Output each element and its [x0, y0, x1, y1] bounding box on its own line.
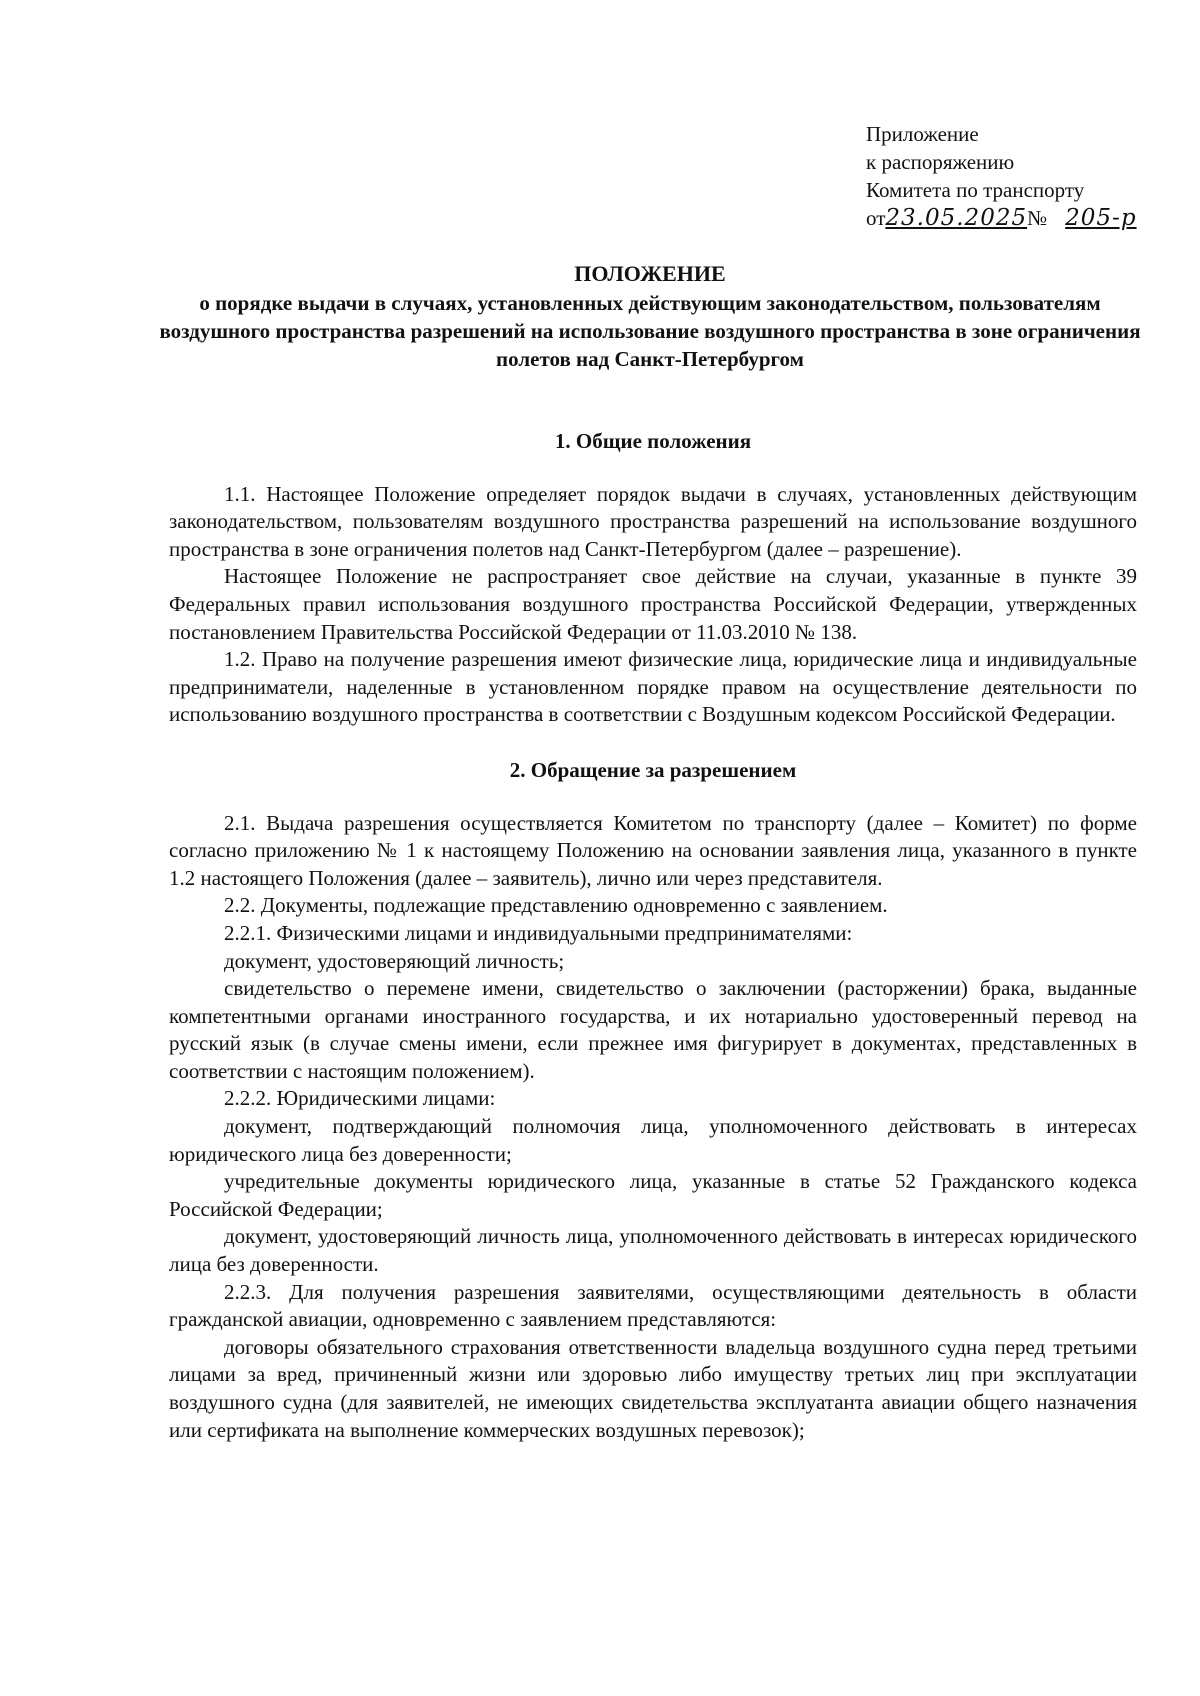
document-body	[169, 428, 1137, 1444]
stamp-line-date-number	[866, 204, 1137, 232]
paragraph: 2.1. Выдача разрешения осуществляется Комитетом по транспорту (далее – Комитет) по форме согласно приложению № 1 к настоящему Положению на основании заявления лица, указанного в пункте 1.2 настоящего Положения (далее – заявитель), лично или через представителя.	[169, 810, 1137, 890]
paragraph: 1.2. Право на получение разрешения имеют физические лица, юридические лица и индивидуальные предприниматели, наделенные в установленном порядке правом на осуществление деятельности по использованию воздушного пространства в соответствии с Воздушным кодексом Российской Федерации.	[169, 647, 1137, 727]
date-prefix: от	[866, 206, 886, 230]
paragraph: 2.2.3. Для получения разрешения заявителями, осуществляющими деятельность в области гражданской авиации, одновременно с заявлением представляются:	[169, 1279, 1137, 1332]
paragraph: документ, удостоверяющий личность;	[224, 948, 565, 973]
paragraph: 2.2.1. Физическими лицами и индивидуальными предпринимателями:	[224, 920, 853, 945]
appendix-stamp	[866, 120, 1137, 232]
paragraph: договоры обязательного страхования ответственности владельца воздушного судна перед третьими лицами за вред, причиненный жизни или здоровью либо имуществу третьих лиц при эксплуатации воздушного судна (для заявителей, не имеющих свидетельства эксплуатанта авиации общего назначения или сертификата на выполнение коммерческих воздушных перевозок);	[169, 1334, 1137, 1442]
paragraph: учредительные документы юридического лица, указанные в статье 52 Гражданского кодекса Российской Федерации;	[169, 1169, 1137, 1221]
number-prefix: №	[1027, 206, 1048, 230]
stamp-line-appendix: Приложение	[866, 122, 979, 146]
handwritten-date: 23.05.2025	[885, 205, 1028, 231]
paragraph: документ, подтверждающий полномочия лица, уполномоченного действовать в интересах юридического лица без доверенности;	[169, 1114, 1137, 1166]
handwritten-number: 205-р	[1065, 205, 1137, 231]
stamp-line-committee: Комитета по транспорту	[866, 178, 1085, 202]
document-subtitle: о порядке выдачи в случаях, установленных действующим законодательством, пользователям воздушного пространства разрешений на использование воздушного пространства в зоне ограничения полетов над Санкт-Петербургом	[159, 291, 1141, 371]
paragraph: 2.2. Документы, подлежащие представлению одновременно с заявлением.	[224, 893, 888, 918]
document-heading	[150, 260, 1150, 373]
stamp-line-order: к распоряжению	[866, 150, 1015, 174]
paragraph: 1.1. Настоящее Положение определяет порядок выдачи в случаях, установленных действующим законодательством, пользователям воздушного пространства разрешений на использование воздушного пространства в зоне ограничения полетов над Санкт-Петербургом (далее – разрешение).	[169, 481, 1137, 561]
paragraph: свидетельство о перемене имени, свидетельство о заключении (расторжении) брака, выданные компетентными органами иностранного государства, и их нотариально удостоверенный перевод на русский язык (в случае смены имени, если прежнее имя фигурирует в документах, представленных в соответствии с настоящим положением).	[169, 976, 1137, 1083]
paragraph: 2.2.2. Юридическими лицами:	[224, 1086, 496, 1111]
paragraph: документ, удостоверяющий личность лица, уполномоченного действовать в интересах юридического лица без доверенности.	[169, 1224, 1137, 1277]
section-1-title: 1. Общие положения	[554, 429, 752, 453]
document-title: ПОЛОЖЕНИЕ	[574, 261, 726, 286]
section-2-title: 2. Обращение за разрешением	[509, 757, 797, 782]
paragraph: Настоящее Положение не распространяет свое действие на случаи, указанные в пункте 39 Федеральных правил использования воздушного пространства Российской Федерации, утвержденных постановлением Правительства Российской Федерации от 11.03.2010 № 138.	[169, 564, 1137, 644]
